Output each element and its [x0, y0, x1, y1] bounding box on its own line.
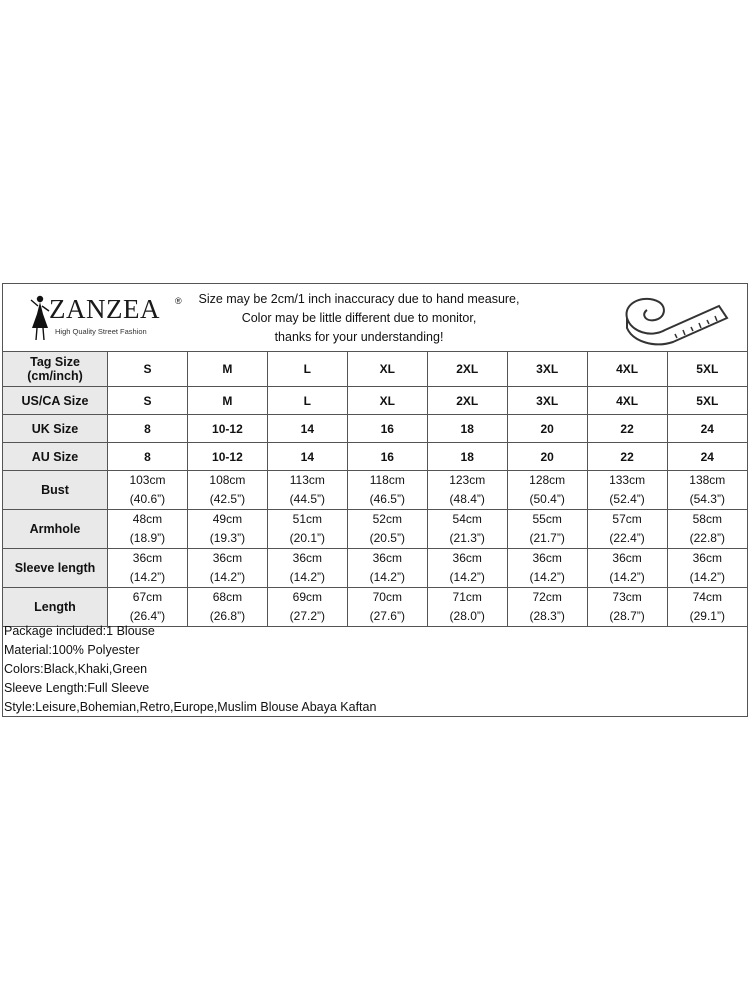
table-cell [187, 510, 267, 549]
cell-cm: 58cm [692, 512, 722, 526]
table-cell: 20 [507, 443, 587, 471]
row-label-text: AU Size [31, 449, 79, 464]
cell-cm: 51cm [292, 512, 323, 526]
cell-inch: (26.8”) [209, 609, 246, 623]
row-label [3, 549, 108, 588]
table-cell: M [187, 352, 267, 387]
row-label [3, 510, 108, 549]
table-cell: 14 [267, 415, 347, 443]
cell-inch: (28.7”) [609, 609, 645, 623]
cell-inch: (48.4”) [449, 492, 485, 506]
table-cell [267, 510, 347, 549]
cell-cm: 70cm [372, 590, 402, 604]
table-cell [507, 510, 587, 549]
row-label [3, 588, 108, 627]
cell-cm: 36cm [692, 551, 722, 565]
cell-cm: 68cm [212, 590, 243, 604]
table-cell: 18 [427, 415, 507, 443]
cell-inch: (44.5”) [289, 492, 326, 506]
table-cell: 3XL [507, 352, 587, 387]
table-cell [347, 549, 427, 588]
cell-inch: (27.6”) [369, 609, 405, 623]
table-cell [267, 549, 347, 588]
cell-inch: (18.9”) [129, 531, 166, 545]
table-cell: 16 [347, 415, 427, 443]
table-cell [507, 549, 587, 588]
cell-inch: (14.2”) [129, 570, 166, 584]
table-cell [267, 588, 347, 627]
brand-name: ZANZEA [49, 294, 160, 324]
row-label [3, 415, 108, 443]
table-cell: 16 [347, 443, 427, 471]
row-label-text: Tag Size [30, 355, 80, 369]
table-cell: 3XL [507, 387, 587, 415]
table-cell: 10-12 [187, 443, 267, 471]
cell-inch: (19.3”) [209, 531, 246, 545]
table-cell: M [187, 387, 267, 415]
table-cell [108, 471, 188, 510]
row-label [3, 443, 108, 471]
cell-cm: 108cm [209, 473, 246, 487]
notice-line: Color may be little different due to monitor, [241, 311, 477, 325]
table-cell: 20 [507, 415, 587, 443]
table-row [3, 443, 747, 471]
detail-material: Material:100% Polyester [4, 643, 140, 657]
table-row [3, 387, 747, 415]
table-cell [267, 471, 347, 510]
cell-cm: 138cm [689, 473, 726, 487]
table-cell: L [267, 387, 347, 415]
table-cell: 22 [587, 415, 667, 443]
cell-inch: (14.2”) [289, 570, 326, 584]
cell-cm: 36cm [132, 551, 163, 565]
cell-inch: (46.5”) [369, 492, 405, 506]
cell-inch: (29.1”) [689, 609, 725, 623]
table-cell [427, 510, 507, 549]
row-label-text: Sleeve length [14, 560, 96, 575]
table-cell: L [267, 352, 347, 387]
table-cell [667, 510, 747, 549]
cell-cm: 48cm [132, 512, 163, 526]
row-label-text: US/CA Size [21, 393, 89, 408]
cell-cm: 73cm [612, 590, 642, 604]
cell-inch: (14.2”) [369, 570, 405, 584]
cell-cm: 72cm [532, 590, 562, 604]
detail-style: Style:Leisure,Bohemian,Retro,Europe,Muslim Blouse Abaya Kaftan [4, 700, 377, 714]
table-cell: 5XL [667, 352, 747, 387]
table-cell [587, 588, 667, 627]
table-cell: 4XL [587, 387, 667, 415]
cell-cm: 52cm [372, 512, 402, 526]
table-cell [667, 588, 747, 627]
table-cell: 4XL [587, 352, 667, 387]
table-cell [187, 588, 267, 627]
row-label [3, 352, 108, 387]
table-cell: S [108, 387, 188, 415]
cell-cm: 54cm [452, 512, 482, 526]
measuring-tape-icon [615, 288, 735, 348]
row-label-text: Armhole [29, 521, 81, 536]
cell-inch: (50.4”) [529, 492, 565, 506]
table-cell: 8 [108, 443, 188, 471]
table-cell [347, 588, 427, 627]
product-details [3, 622, 747, 717]
cell-inch: (26.4”) [129, 609, 166, 623]
table-cell [187, 471, 267, 510]
cell-cm: 36cm [292, 551, 323, 565]
table-row [3, 510, 747, 549]
cell-cm: 36cm [372, 551, 402, 565]
table-cell [108, 549, 188, 588]
table-row [3, 549, 747, 588]
cell-inch: (21.3”) [449, 531, 485, 545]
table-cell [427, 471, 507, 510]
table-cell [347, 510, 427, 549]
table-cell: 22 [587, 443, 667, 471]
table-cell [587, 471, 667, 510]
registered-mark: ® [175, 296, 182, 306]
table-row [3, 588, 747, 627]
cell-cm: 118cm [369, 473, 405, 487]
cell-cm: 71cm [452, 590, 482, 604]
cell-cm: 36cm [532, 551, 562, 565]
table-cell [587, 549, 667, 588]
cell-cm: 123cm [449, 473, 486, 487]
table-cell: XL [347, 352, 427, 387]
cell-cm: 113cm [289, 473, 325, 487]
table-cell [108, 588, 188, 627]
table-cell [507, 588, 587, 627]
cell-inch: (54.3”) [689, 492, 725, 506]
cell-cm: 128cm [529, 473, 566, 487]
cell-inch: (22.8”) [689, 531, 725, 545]
row-label-text: UK Size [31, 421, 79, 436]
cell-inch: (20.1”) [289, 531, 326, 545]
cell-inch: (14.2”) [689, 570, 725, 584]
row-label-text: Bust [41, 482, 69, 497]
table-cell: 24 [667, 443, 747, 471]
table-cell [667, 471, 747, 510]
detail-colors: Colors:Black,Khaki,Green [4, 662, 148, 676]
row-label [3, 387, 108, 415]
cell-cm: 49cm [212, 512, 243, 526]
table-cell [108, 510, 188, 549]
notice-line: thanks for your understanding! [274, 330, 444, 344]
cell-cm: 36cm [612, 551, 642, 565]
table-cell [587, 510, 667, 549]
table-cell [427, 549, 507, 588]
table-cell: S [108, 352, 188, 387]
table-row [3, 471, 747, 510]
row-label-text: (cm/inch) [27, 369, 83, 383]
cell-cm: 133cm [609, 473, 646, 487]
table-cell: 2XL [427, 387, 507, 415]
table-cell [507, 471, 587, 510]
cell-inch: (14.2”) [449, 570, 485, 584]
table-cell: 5XL [667, 387, 747, 415]
cell-inch: (14.2”) [609, 570, 645, 584]
table-cell [667, 549, 747, 588]
brand-logo [25, 292, 185, 344]
fashion-figure-icon [29, 294, 51, 342]
size-table [3, 351, 747, 627]
measurement-notice [183, 290, 535, 347]
table-row [3, 352, 747, 387]
size-chart [2, 283, 748, 717]
table-cell [427, 588, 507, 627]
cell-inch: (42.5”) [209, 492, 246, 506]
table-cell: XL [347, 387, 427, 415]
cell-cm: 67cm [132, 590, 163, 604]
row-label-text: Length [34, 599, 76, 614]
cell-inch: (52.4”) [609, 492, 645, 506]
cell-inch: (14.2”) [209, 570, 246, 584]
cell-cm: 57cm [612, 512, 642, 526]
cell-inch: (21.7”) [529, 531, 565, 545]
table-cell: 10-12 [187, 415, 267, 443]
brand-tagline: High Quality Street Fashion [55, 327, 147, 336]
detail-package: Package included:1 Blouse [4, 624, 155, 638]
cell-inch: (28.0”) [449, 609, 485, 623]
size-chart-header [3, 284, 747, 352]
cell-cm: 69cm [292, 590, 323, 604]
cell-inch: (28.3”) [529, 609, 565, 623]
cell-cm: 36cm [452, 551, 482, 565]
table-cell [347, 471, 427, 510]
cell-cm: 103cm [129, 473, 166, 487]
table-cell: 18 [427, 443, 507, 471]
table-cell [187, 549, 267, 588]
cell-cm: 36cm [212, 551, 243, 565]
table-cell: 8 [108, 415, 188, 443]
table-cell: 14 [267, 443, 347, 471]
cell-inch: (40.6”) [129, 492, 166, 506]
cell-cm: 55cm [532, 512, 562, 526]
row-label [3, 471, 108, 510]
cell-inch: (14.2”) [529, 570, 565, 584]
detail-sleeve-length: Sleeve Length:Full Sleeve [4, 681, 150, 695]
cell-inch: (20.5”) [369, 531, 405, 545]
notice-line: Size may be 2cm/1 inch inaccuracy due to hand measure, [198, 292, 520, 306]
table-cell: 2XL [427, 352, 507, 387]
cell-inch: (22.4”) [609, 531, 645, 545]
table-row [3, 415, 747, 443]
table-cell: 24 [667, 415, 747, 443]
cell-cm: 74cm [692, 590, 722, 604]
cell-inch: (27.2”) [289, 609, 326, 623]
